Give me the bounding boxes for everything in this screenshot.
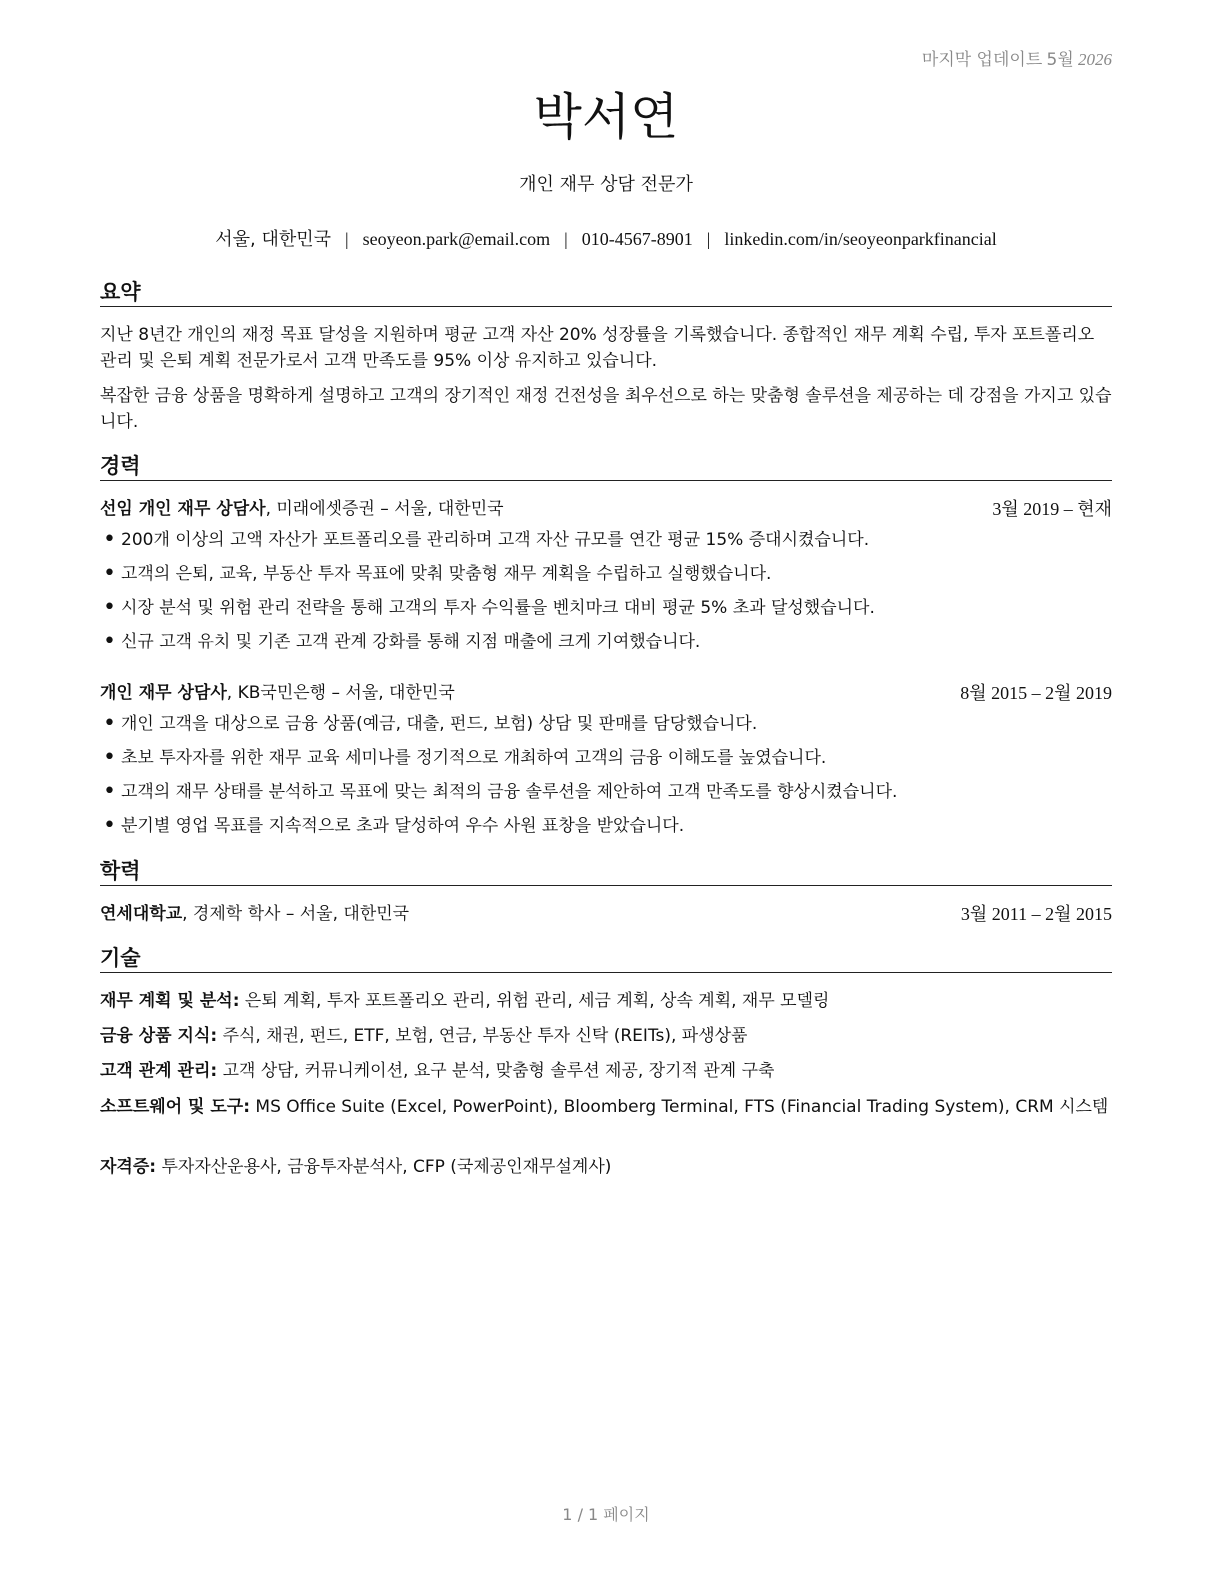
job-header bbox=[100, 680, 1112, 706]
job-role: 개인 재무 상담사 bbox=[100, 683, 227, 703]
skill-label: 재무 계획 및 분석: bbox=[100, 991, 240, 1011]
skill-value: 고객 상담, 커뮤니케이션, 요구 분석, 맞춤형 솔루션 제공, 장기적 관계 구축 bbox=[217, 1061, 775, 1081]
contact-separator: | bbox=[564, 229, 568, 249]
section-title-summary: 요약 bbox=[100, 278, 1112, 307]
list-item: • 분기별 영업 목표를 지속적으로 초과 달성하여 우수 사원 표창을 받았습니다. bbox=[100, 813, 1112, 847]
list-item: • 시장 분석 및 위험 관리 전략을 통해 고객의 투자 수익률을 벤치마크 대비 평균 5% 초과 달성했습니다. bbox=[100, 595, 1112, 629]
list-item: • 초보 투자자를 위한 재무 교육 세미나를 정기적으로 개최하여 고객의 금융 이해도를 높였습니다. bbox=[100, 745, 1112, 779]
skill-item bbox=[100, 1058, 1112, 1084]
job-org: , 미래에셋증권 – 서울, 대한민국 bbox=[265, 499, 504, 519]
contact-phone[interactable]: 010-4567-8901 bbox=[581, 229, 693, 249]
section-title-education: 학력 bbox=[100, 857, 1112, 886]
contact-linkedin[interactable]: linkedin.com/in/seoyeonparkfinancial bbox=[724, 229, 997, 249]
education-detail: , 경제학 학사 – 서울, 대한민국 bbox=[182, 904, 410, 924]
list-item: • 신규 고객 유치 및 기존 고객 관계 강화를 통해 지점 매출에 크게 기여했습니다. bbox=[100, 629, 1112, 663]
skill-item bbox=[100, 1023, 1112, 1049]
last-updated-month: 5월 bbox=[1046, 50, 1074, 70]
candidate-name: 박서연 bbox=[533, 88, 679, 146]
list-item: • 개인 고객을 대상으로 금융 상품(예금, 대출, 펀드, 보험) 상담 및 판매를 담당했습니다. bbox=[100, 711, 1112, 745]
skill-value: 주식, 채권, 펀드, ETF, 보험, 연금, 부동산 투자 신탁 (REITs), 파생상품 bbox=[217, 1026, 748, 1046]
skill-item bbox=[100, 1094, 1112, 1120]
skill-label: 소프트웨어 및 도구: bbox=[100, 1097, 251, 1117]
summary-paragraph: 지난 8년간 개인의 재정 목표 달성을 지원하며 평균 고객 자산 20% 성장률을 기록했습니다. 종합적인 재무 계획 수립, 투자 포트폴리오 관리 및 은퇴 계획 전문가로서 고객 만족도를 95% 이상 유지하고 있습니다. bbox=[100, 325, 1095, 371]
last-updated-year: 2026 bbox=[1078, 50, 1112, 69]
job-org: , KB국민은행 – 서울, 대한민국 bbox=[226, 683, 455, 703]
contact-separator: | bbox=[706, 229, 711, 249]
job-dates: 3월 2019 – 현재 bbox=[992, 499, 1112, 519]
summary-paragraph: 복잡한 금융 상품을 명확하게 설명하고 고객의 장기적인 재정 건전성을 최우선으로 하는 맞춤형 솔루션을 제공하는 데 강점을 가지고 있습니다. bbox=[100, 386, 1112, 432]
section-title-experience: 경력 bbox=[100, 452, 1112, 481]
job-bullets bbox=[100, 711, 1112, 847]
list-item: • 고객의 재무 상태를 분석하고 목표에 맞는 최적의 금융 솔루션을 제안하여 고객 만족도를 향상시켰습니다. bbox=[100, 779, 1112, 813]
list-item: • 고객의 은퇴, 교육, 부동산 투자 목표에 맞춰 맞춤형 재무 계획을 수립하고 실행했습니다. bbox=[100, 561, 1112, 595]
skill-label: 금융 상품 지식: bbox=[100, 1026, 218, 1046]
skill-value: 은퇴 계획, 투자 포트폴리오 관리, 위험 관리, 세금 계획, 상속 계획, 재무 모델링 bbox=[239, 991, 830, 1011]
list-item: • 200개 이상의 고액 자산가 포트폴리오를 관리하며 고객 자산 규모를 연간 평균 15% 증대시켰습니다. bbox=[100, 527, 1112, 561]
job-bullets bbox=[100, 527, 1112, 663]
job-role: 선임 개인 재무 상담사 bbox=[100, 499, 266, 519]
page-indicator: 1 / 1 페이지 bbox=[562, 1505, 650, 1524]
contact-email[interactable]: seoyeon.park@email.com bbox=[362, 229, 551, 249]
contact-location: 서울, 대한민국 bbox=[215, 229, 331, 250]
skill-item bbox=[100, 988, 1112, 1014]
skill-label: 고객 관계 관리: bbox=[100, 1061, 218, 1081]
skill-label: 자격증: bbox=[100, 1157, 157, 1177]
last-updated-label: 마지막 업데이트 bbox=[921, 50, 1043, 70]
job-header bbox=[100, 496, 1112, 522]
resume-page bbox=[100, 0, 1112, 1584]
skill-item bbox=[100, 1154, 1112, 1180]
skill-value: MS Office Suite (Excel, PowerPoint), Bloomberg Terminal, FTS (Financial Trading System), CRM 시스템 bbox=[250, 1097, 1109, 1117]
contact-line bbox=[100, 225, 1112, 251]
last-updated bbox=[922, 45, 1112, 70]
education-entry bbox=[100, 901, 1112, 927]
section-title-skills: 기술 bbox=[100, 944, 1112, 973]
education-school: 연세대학교 bbox=[100, 904, 183, 924]
education-dates: 3월 2011 – 2월 2015 bbox=[960, 904, 1112, 924]
job-dates: 8월 2015 – 2월 2019 bbox=[960, 683, 1112, 703]
candidate-title: 개인 재무 상담 전문가 bbox=[519, 174, 693, 195]
contact-separator: | bbox=[345, 229, 349, 249]
skill-value: 투자자산운용사, 금융투자분석사, CFP (국제공인재무설계사) bbox=[156, 1157, 612, 1177]
